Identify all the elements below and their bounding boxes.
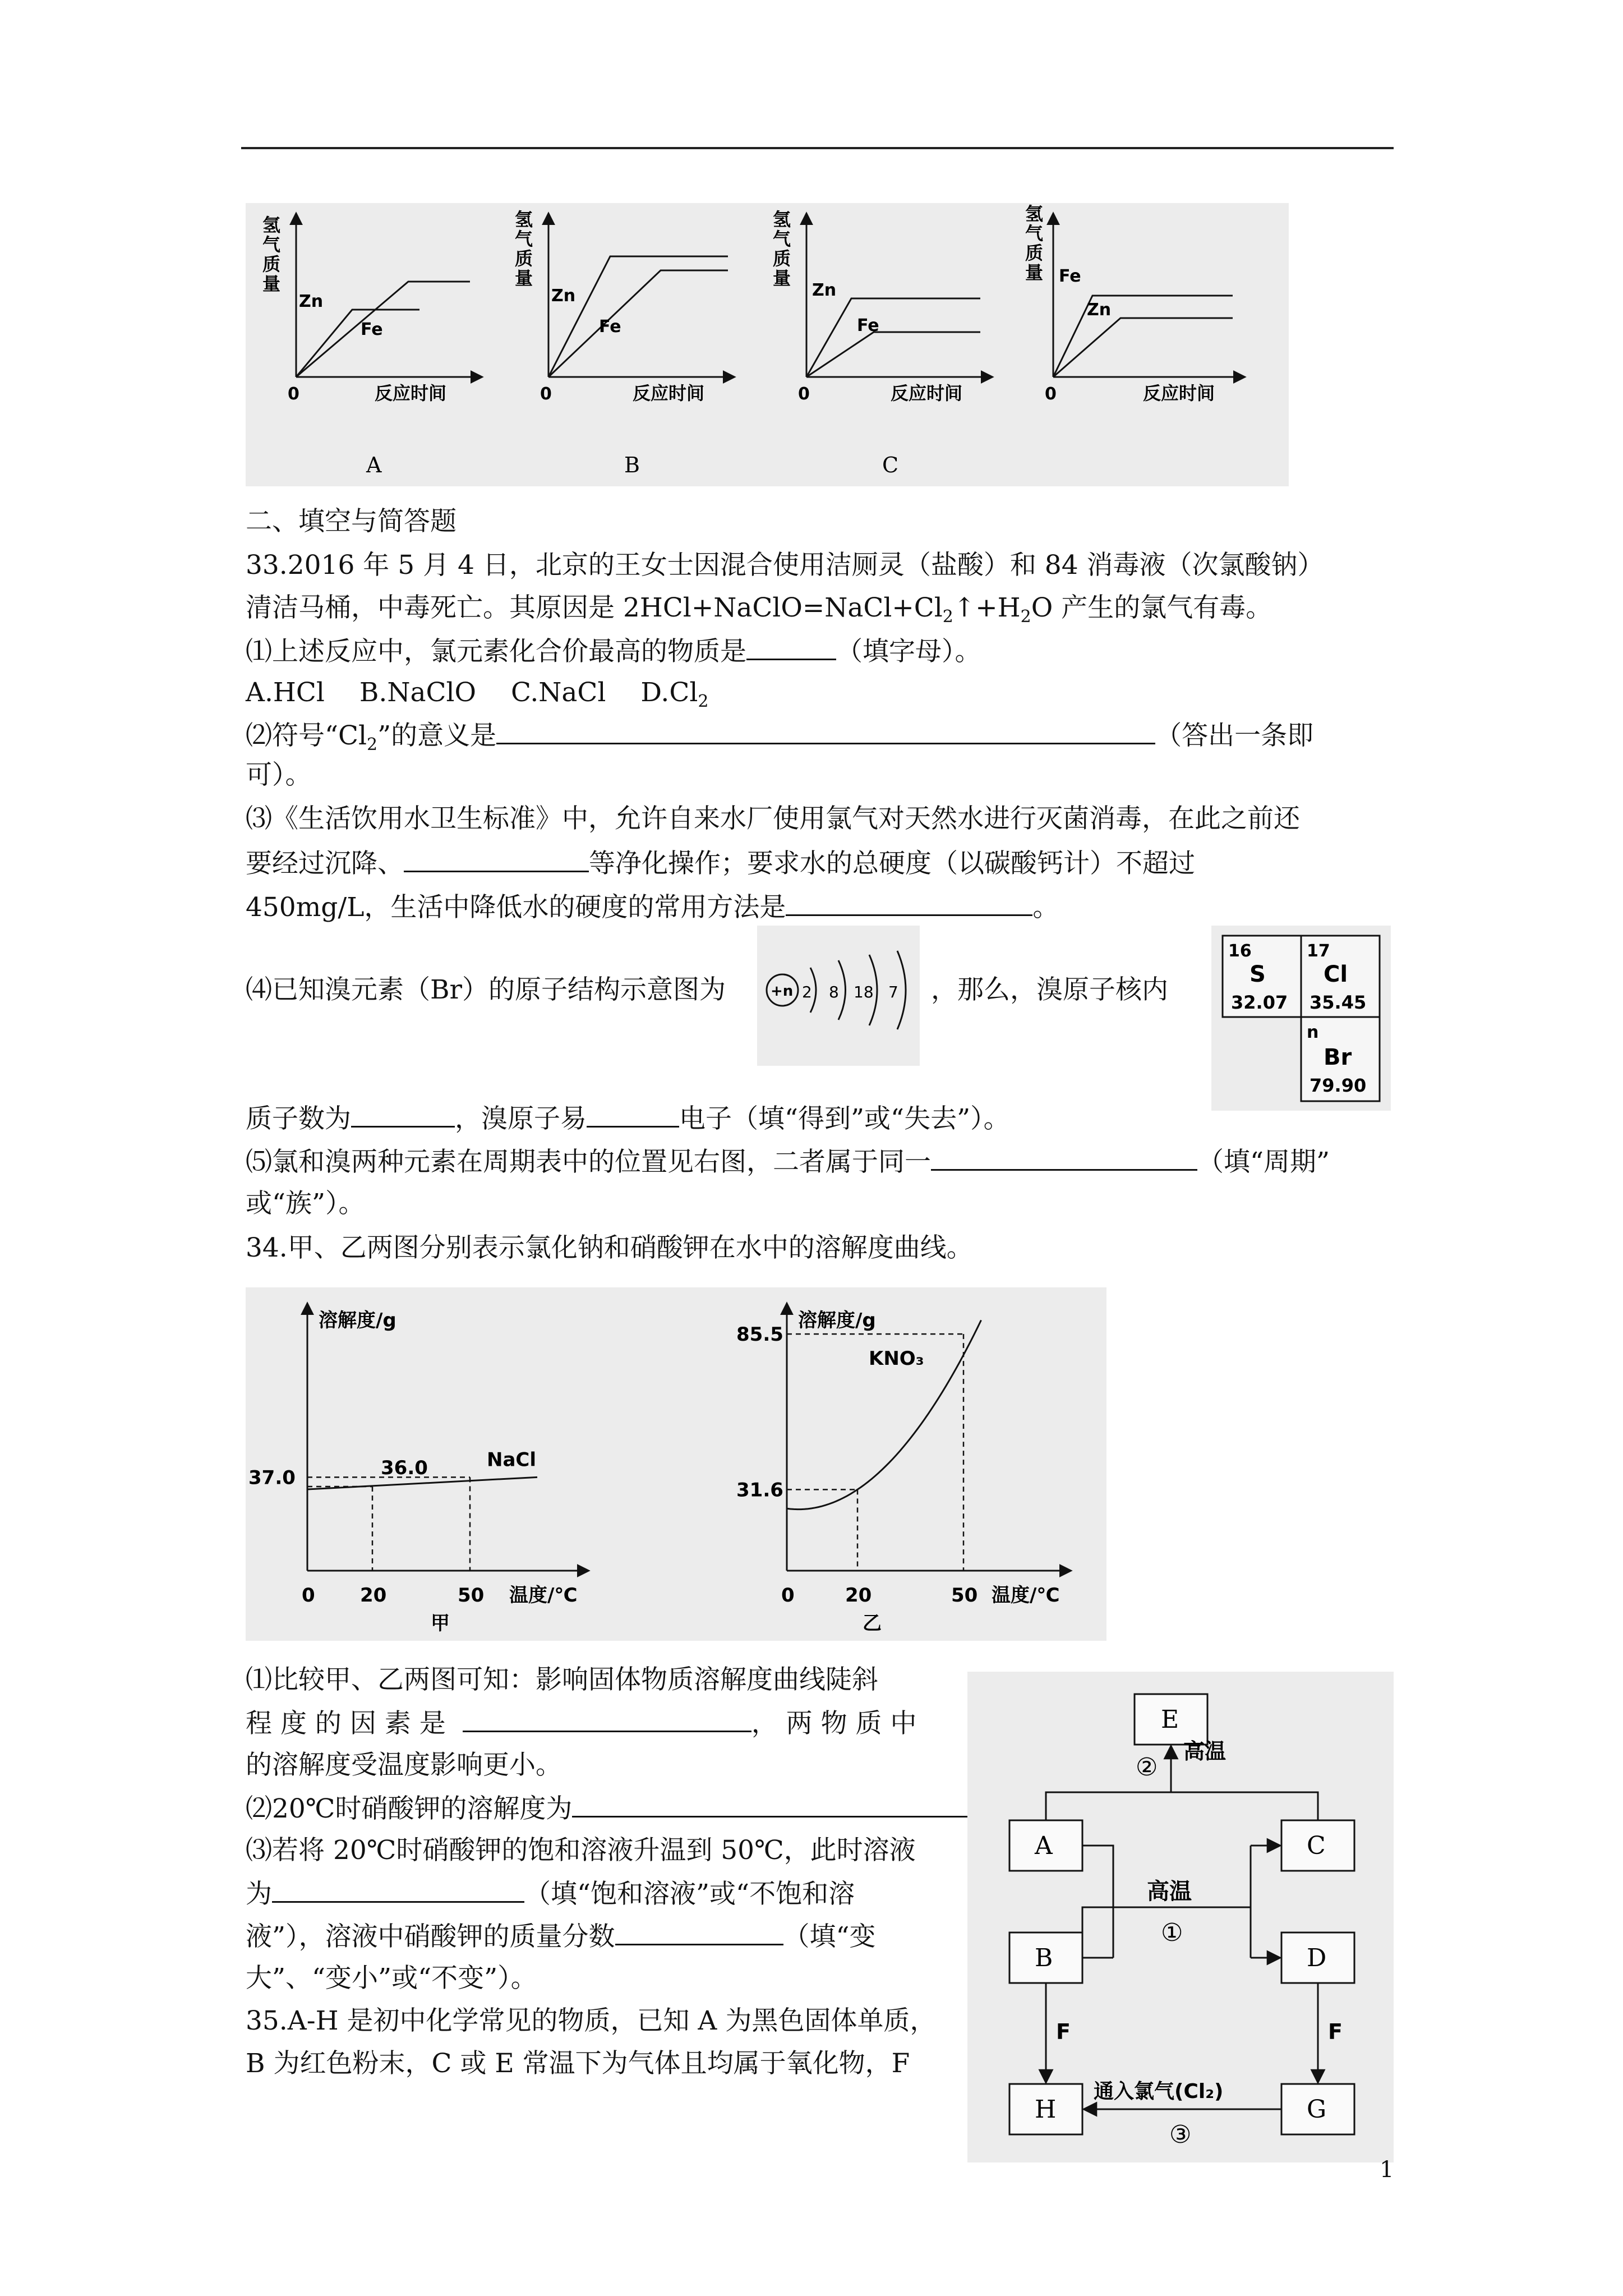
q34-p1-l2b: ， 两 物 质 中 [751,1708,917,1739]
q34-p1-line3: 的溶解度受温度影响更小。 [246,1750,562,1780]
s-number: 16 [1228,941,1252,961]
periodic-table-svg [1211,926,1391,1111]
q33-p2-answer-blank[interactable] [496,718,1155,744]
graph-c-xlabel: 反应时间 [891,383,963,404]
high-temp-1: 高温 [1147,1879,1192,1904]
q33-p1-answer-blank[interactable] [746,634,836,660]
br-shell-4: 7 [888,983,898,1001]
q33-p5-blank[interactable] [931,1144,1197,1171]
q33-p3-l2a: 要经过沉降、 [246,848,404,879]
reaction-flow-diagram [967,1672,1394,2162]
q33-intro2-c: O 产生的氯气有毒。 [1031,592,1272,623]
graph-b-ylabel-1: 氢 [515,209,533,230]
jia-ytick-36: 36.0 [381,1457,428,1479]
q33-intro-line2 [246,591,1272,634]
kno3-series-label: KNO₃ [869,1347,924,1370]
q33-p4-line2 [246,1101,1010,1136]
q34-p3-line4: 大”、“变小”或“不变”）。 [246,1963,537,1994]
graph-d-ylabel-3: 质 [1025,242,1044,264]
graph-a-ylabel-1: 氢 [262,214,281,236]
graph-d-zn: Zn [1087,300,1112,320]
q33-intro2-b: ↑+H [953,592,1021,623]
q33-part5 [246,1144,1330,1179]
q35-line1: 35.A-H 是初中化学常见的物质，已知 A 为黑色固体单质， [246,2005,937,2036]
q34-p1-line2 [246,1706,916,1741]
graph-d-fe: Fe [1059,266,1081,286]
br-shell-1: 2 [802,983,812,1001]
graph-b-xlabel: 反应时间 [633,383,705,404]
cl-number: 17 [1307,941,1330,961]
q33-intro2-sub2: 2 [1020,607,1031,627]
jia-xtick-50: 50 [458,1584,485,1607]
s-mass: 32.07 [1231,992,1288,1013]
q34-p2-a: ⑵20℃时硝酸钾的溶解度为 [246,1793,573,1824]
yi-title: 乙 [863,1612,882,1635]
jia-ylabel: 溶解度/g [319,1309,396,1332]
yi-ylabel: 溶解度/g [798,1309,876,1332]
node-c: C [1307,1832,1326,1860]
graph-b-ylabel-2: 气 [515,228,533,250]
jia-xtick-20: 20 [360,1584,387,1607]
q34-intro: 34.甲、乙两图分别表示氯化钠和硝酸钾在水中的溶解度曲线。 [246,1232,973,1263]
q33-p4-blank-electrons[interactable] [587,1101,679,1128]
q34-p3-line2 [246,1876,855,1911]
bromine-atom-diagram [757,926,920,1066]
q33-p3-line2 [246,846,1195,881]
choice-d: D.Cl [640,677,698,708]
graph-panel-b [515,209,734,477]
graph-a-fe: Fe [361,320,383,339]
q33-p3-blank1[interactable] [404,846,589,872]
br-symbol: Br [1324,1045,1352,1070]
q33-p4-text-b: ，那么，溴原子核内 [931,974,1168,1005]
q33-choices [246,676,708,719]
q33-p1-text: ⑴上述反应中，氯元素化合价最高的物质是 [246,636,746,667]
graph-b-ylabel-3: 质 [515,248,533,269]
graph-b-option: B [624,453,640,477]
q34-p3-l2b: （填“饱和溶液”或“不饱和溶 [524,1879,855,1910]
graph-d-ylabel-4: 量 [1025,262,1044,283]
graph-a-ylabel-3: 质 [262,254,281,275]
q34-p3-blank2[interactable] [615,1919,783,1945]
graph-panel-c [773,209,992,477]
q33-p4-l2b: ，溴原子易 [455,1103,587,1134]
page-number: 1 [1380,2157,1394,2183]
q33-p3-line3 [246,890,1059,924]
q33-p2-line2: 可）。 [246,760,312,790]
solubility-charts-svg [246,1287,1106,1641]
graph-c-zn: Zn [812,280,837,300]
br-nucleus: +n [771,983,794,1000]
graph-c-fe: Fe [857,316,879,335]
graph-d-ylabel-2: 气 [1025,223,1044,244]
q34-p1-blank[interactable] [463,1706,751,1732]
yi-xtick-0: 0 [781,1584,795,1607]
q34-p2-blank[interactable] [572,1791,984,1818]
node-g: G [1307,2095,1327,2124]
graph-d-origin: 0 [1045,384,1057,404]
q33-p4-l2a: 质子数为 [246,1103,351,1134]
node-d: D [1307,1944,1327,1972]
yi-xlabel: 温度/℃ [992,1584,1060,1607]
graph-c-ylabel-1: 氢 [773,209,791,230]
choice-d-sub: 2 [698,692,709,711]
q34-p3-blank1[interactable] [272,1876,524,1903]
yi-ytick-85: 85.5 [736,1323,783,1346]
edge-f-left: F [1056,2019,1071,2044]
graph-b-zn: Zn [551,286,576,306]
header-rule [241,147,1394,149]
flow-svg [967,1672,1394,2162]
periodic-table-snippet [1211,926,1391,1111]
yi-xtick-20: 20 [845,1584,872,1607]
node-e: E [1161,1705,1179,1734]
graph-a-ylabel-4: 量 [262,273,281,295]
section-title: 二、填空与简答题 [246,506,457,537]
q33-p5-b: （填“周期” [1197,1147,1330,1177]
node-a: A [1035,1832,1053,1860]
graph-a-xlabel: 反应时间 [375,383,447,404]
graph-b-origin: 0 [540,384,552,404]
graph-b-fe: Fe [599,317,621,337]
q33-p3-l2b: 等净化操作；要求水的总硬度（以碳酸钙计）不超过 [589,848,1195,879]
yi-xtick-50: 50 [951,1584,978,1607]
graph-panel-d [1025,203,1244,404]
q33-p4-text-a: ⑷已知溴元素（Br）的原子结构示意图为 [246,974,726,1005]
q33-intro-line1: 33.2016 年 5 月 4 日，北京的王女士因混合使用洁厕灵（盐酸）和 84 消毒液（次氯酸钠） [246,550,1324,581]
q33-p4-l2c: 电子（填“得到”或“失去”）。 [679,1103,1010,1134]
br-shell-2: 8 [829,983,839,1001]
q34-p1-line1: ⑴比较甲、乙两图可知：影响固体物质溶解度曲线陡斜 [246,1664,878,1695]
q34-p3-l3a: 液”），溶液中硝酸钾的质量分数 [246,1921,615,1952]
q33-p5-line2: 或“族”）。 [246,1188,365,1219]
q33-part2 [246,718,1313,762]
q33-p2-sub: 2 [367,735,378,754]
high-temp-2a: 高温 [1183,1739,1227,1764]
bromine-atom-svg [757,926,920,1066]
br-mass: 79.90 [1310,1075,1367,1096]
q34-p3-l3b: （填“变 [783,1921,876,1952]
q33-p2-b: ”的意义是 [377,720,497,751]
q33-p3-blank2[interactable] [786,890,1032,916]
br-number: n [1307,1023,1319,1042]
br-shell-3: 18 [854,983,874,1001]
q33-intro2-a: 清洁马桶，中毒死亡。其原因是 2HCl+NaClO=NaCl+Cl [246,592,943,623]
q33-intro2-sub1: 2 [942,607,953,627]
q34-p1-l2a: 程 度 的 因 素 是 [246,1708,446,1739]
q33-p2-end: （答出一条即 [1155,720,1314,751]
graph-a-option: A [366,453,382,477]
node-b: B [1035,1944,1053,1972]
q33-p2-a: ⑵符号“Cl [246,720,367,751]
q34-part2 [246,1791,1011,1826]
nacl-series-label: NaCl [487,1448,537,1471]
chlorine-label: 通入氯气(Cl₂) [1094,2080,1224,2103]
step-3: ③ [1169,2120,1192,2149]
cl-mass: 35.45 [1310,992,1367,1013]
graph-b-ylabel-4: 量 [515,268,533,289]
graph-a-ylabel-2: 气 [262,234,281,255]
graph-a-origin: 0 [288,384,299,404]
q33-p3-line1: ⑶《生活饮用水卫生标准》中，允许自来水厂使用氯气对天然水进行灭菌消毒，在此之前还 [246,803,1300,834]
step-2: ② [1136,1753,1158,1782]
hydrogen-graphs-svg [246,203,1289,486]
edge-f-right: F [1328,2019,1343,2044]
graph-d-ylabel-1: 氢 [1025,203,1044,224]
graph-c-ylabel-4: 量 [773,268,791,289]
q34-p3-line1: ⑶若将 20℃时硝酸钾的饱和溶液升温到 50℃，此时溶液 [246,1835,916,1866]
q33-p3-l3b: 。 [1032,892,1059,923]
solubility-charts-figure [246,1287,1106,1641]
hydrogen-graphs-figure [246,203,1289,486]
q33-part1 [246,634,981,669]
q33-p4-blank-protons[interactable] [351,1101,455,1128]
choice-b: B.NaClO [359,677,477,708]
q34-p3-line3 [246,1919,876,1954]
graph-panel-a [262,214,481,477]
cl-symbol: Cl [1324,961,1348,987]
yi-ytick-31: 31.6 [736,1479,783,1502]
jia-ytick-37: 37.0 [248,1466,296,1489]
q34-p3-l2a: 为 [246,1879,272,1910]
q33-p3-l3a: 450mg/L，生活中降低水的硬度的常用方法是 [246,892,786,923]
graph-c-origin: 0 [798,384,810,404]
node-h: H [1035,2095,1057,2124]
q35-line2: B 为红色粉末，C 或 E 常温下为气体且均属于氧化物，F [246,2048,910,2079]
q33-p1-end: （填字母）。 [836,636,981,667]
graph-a-zn: Zn [299,292,324,311]
graph-c-option: C [882,453,899,477]
jia-xlabel: 温度/℃ [509,1584,578,1607]
step-1: ① [1161,1918,1183,1947]
q33-p5-a: ⑸氯和溴两种元素在周期表中的位置见右图，二者属于同一 [246,1147,931,1177]
graph-c-ylabel-2: 气 [773,228,791,250]
choice-a: A.HCl [246,677,325,708]
jia-xtick-0: 0 [302,1584,315,1607]
graph-d-xlabel: 反应时间 [1143,383,1215,404]
jia-title: 甲 [431,1612,450,1635]
choice-c: C.NaCl [511,677,606,708]
s-symbol: S [1249,961,1266,987]
graph-c-ylabel-3: 质 [773,248,791,269]
